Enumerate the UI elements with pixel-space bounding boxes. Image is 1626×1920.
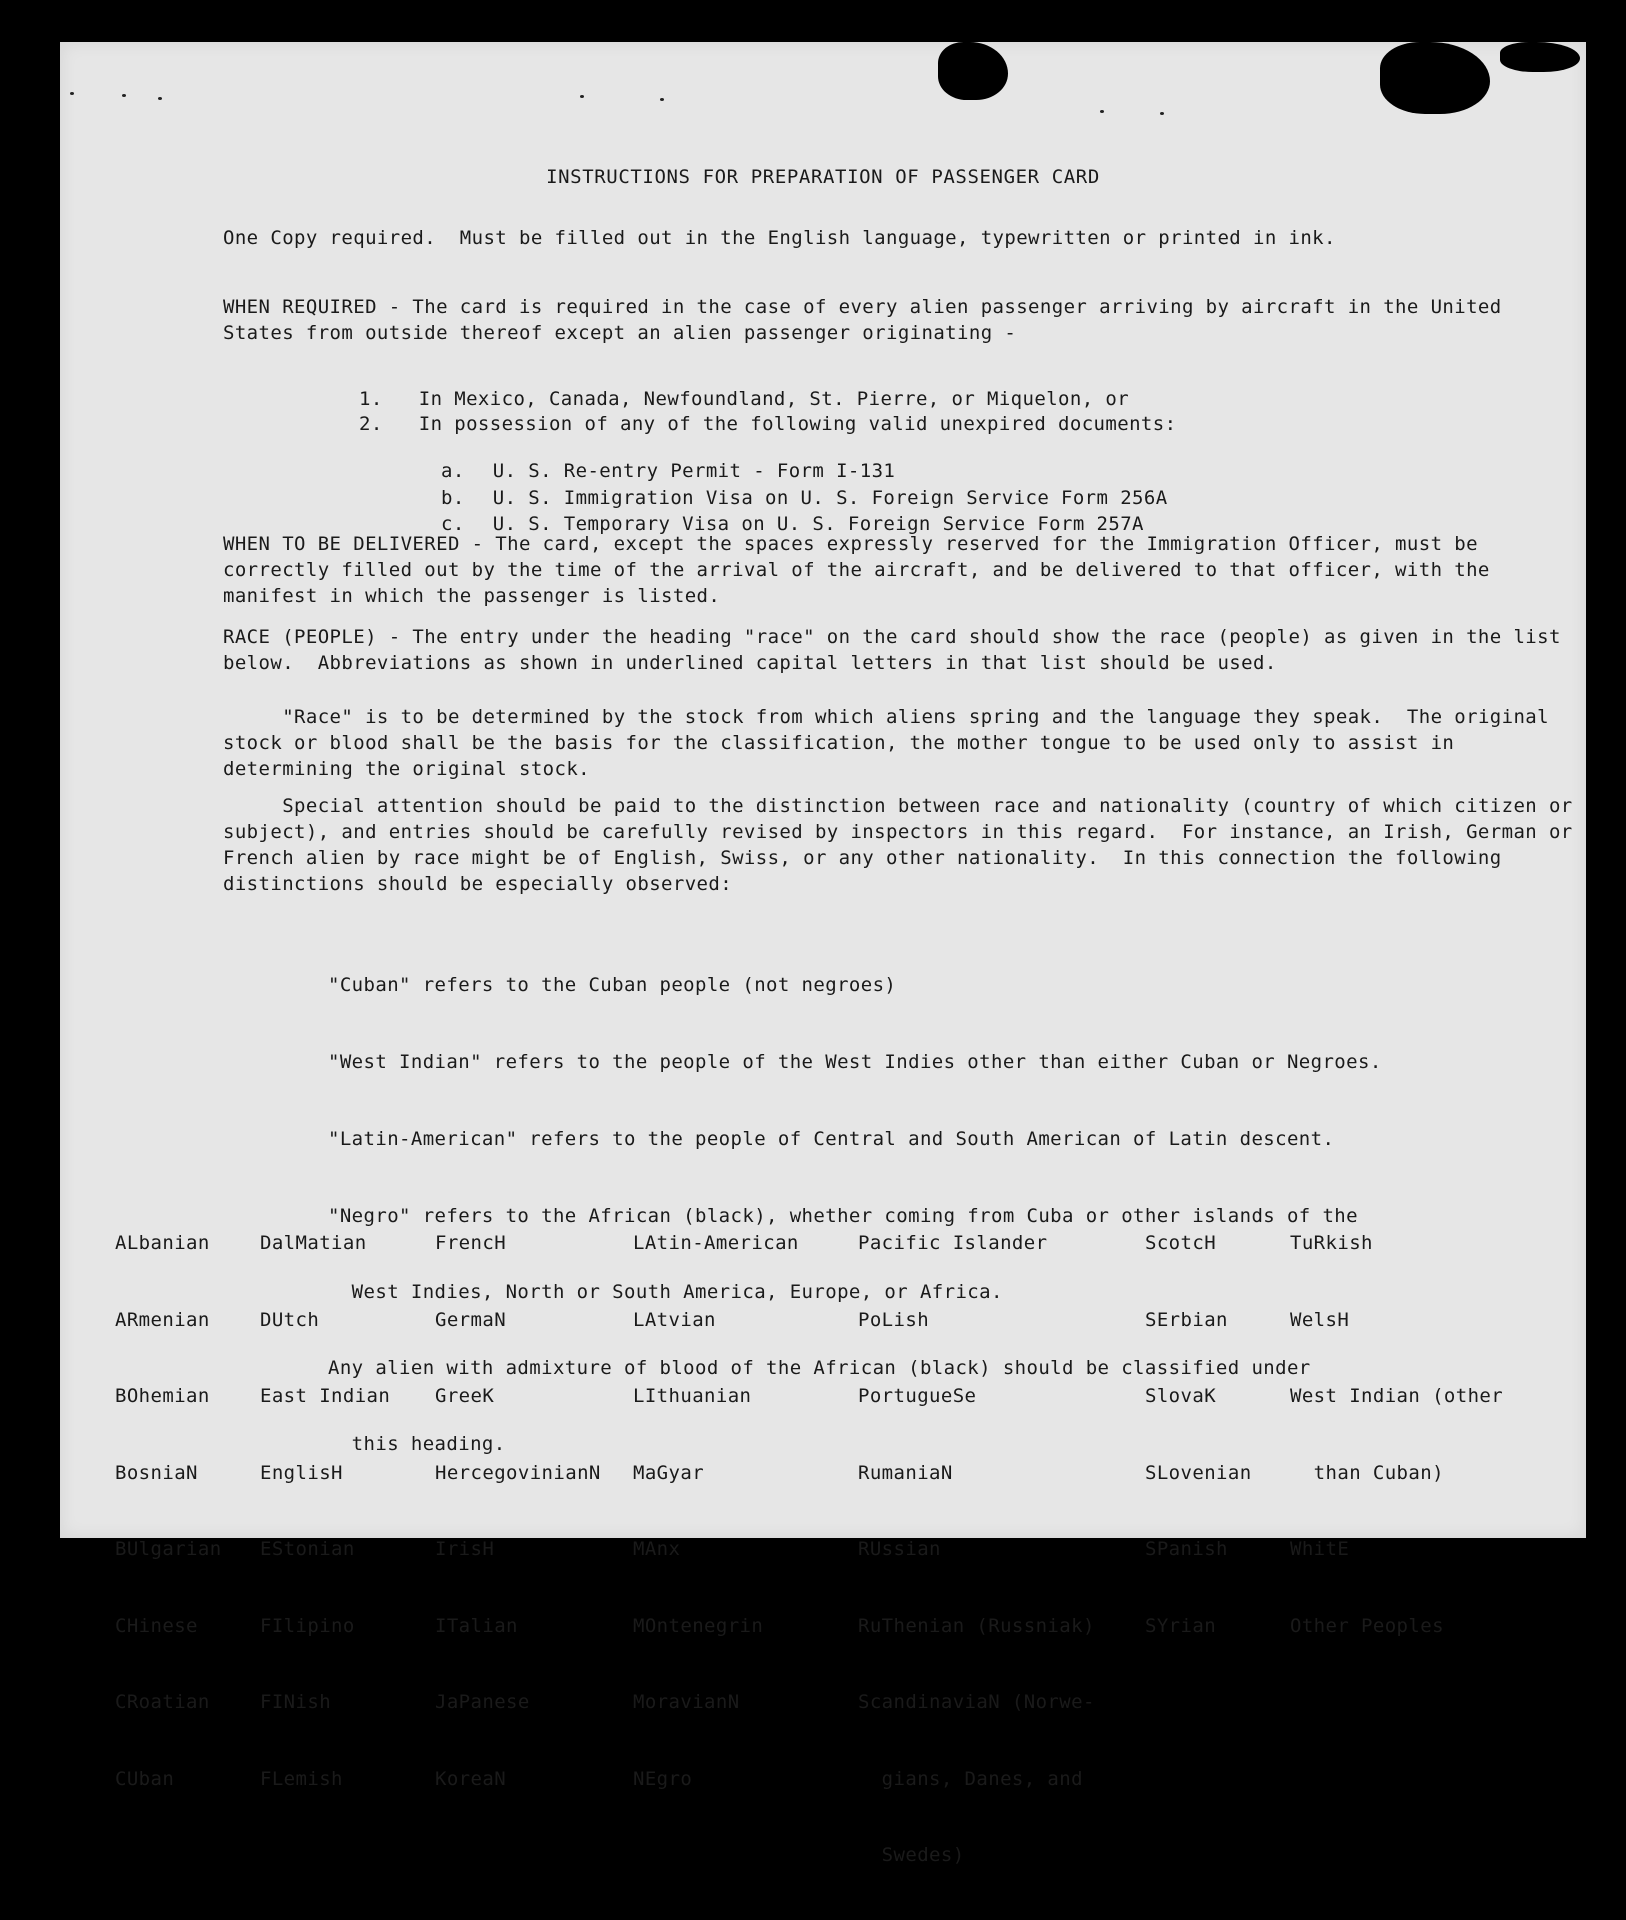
paragraph-copy-required: One Copy required. Must be filled out in the English language, typewritten or printed in ink. <box>223 227 1336 249</box>
race-entry: FrencH <box>435 1232 507 1254</box>
race-entry: ALbanian <box>115 1232 210 1254</box>
numbered-item-text: In Mexico, Canada, Newfoundland, St. Pierre, or Miquelon, or <box>418 388 1130 410</box>
race-entry: CRoatian <box>115 1691 210 1713</box>
race-entry: than Cuban) <box>1290 1461 1444 1484</box>
race-entry: gians, Danes, and <box>858 1767 1083 1790</box>
lettered-item-letter: c. <box>441 513 465 535</box>
race-entry: SYrian <box>1145 1614 1217 1637</box>
distinction-line: Any alien with admixture of blood of the African (black) should be classified under <box>328 1357 1311 1379</box>
paragraph-when-required: WHEN REQUIRED - The card is required in the case of every alien passenger arriving by aircraft in the United States from outside thereof except an alien passenger originating - <box>223 296 1514 344</box>
race-entry: IrisH <box>435 1538 495 1560</box>
race-entry: WhitE <box>1290 1538 1350 1560</box>
numbered-item-text: In possession of any of the following valid unexpired documents: <box>418 413 1177 435</box>
race-entry: MaGyar <box>633 1461 705 1484</box>
race-column-1 <box>115 1180 222 1843</box>
paragraph-race: RACE (PEOPLE) - The entry under the heading "race" on the card should show the race (people) as given in the list below. Abbreviations as shown in underlined capital letters in that list should be used. <box>223 626 1573 674</box>
race-entry: FIlipino <box>260 1614 355 1637</box>
race-entry: DalMatian <box>260 1232 367 1254</box>
race-entry: PoLish <box>858 1308 930 1331</box>
race-column-5 <box>858 1180 1095 1920</box>
race-entry: GermaN <box>435 1308 507 1331</box>
document-page <box>60 42 1586 1866</box>
distinction-line: "West Indian" refers to the people of the West Indies other than either Cuban or Negroes. <box>328 1051 1382 1073</box>
race-entry: MOntenegrin <box>633 1614 764 1637</box>
race-entry: EnglisH <box>260 1461 343 1484</box>
race-entry: LIthuanian <box>633 1385 752 1407</box>
race-entry: ScotcH <box>1145 1232 1217 1254</box>
race-entry: MAnx <box>633 1538 681 1560</box>
race-entry: BosniaN <box>115 1461 198 1484</box>
race-column-7 <box>1290 1180 1503 1690</box>
race-entry: PortugueSe <box>858 1385 977 1407</box>
race-column-2 <box>260 1180 390 1843</box>
race-entry: SlovaK <box>1145 1385 1217 1407</box>
race-entry: CUban <box>115 1767 175 1790</box>
race-entry: TuRkish <box>1290 1232 1373 1254</box>
paragraph-when-delivered: WHEN TO BE DELIVERED - The card, except the spaces expressly reserved for the Immigration Officer, must be correctly filled out by the time of the arrival of the aircraft, and be delivered to that officer, with the manifest in which the passenger is listed. <box>223 533 1502 607</box>
race-entry: ITalian <box>435 1614 518 1637</box>
race-entry: West Indian (other <box>1290 1385 1504 1407</box>
race-entry: SPanish <box>1145 1538 1228 1560</box>
race-entry: EStonian <box>260 1538 355 1560</box>
race-entry: BOhemian <box>115 1385 210 1407</box>
race-entry: East Indian <box>260 1385 391 1407</box>
race-entry: SLovenian <box>1145 1461 1252 1484</box>
race-entry: LAtin-American <box>633 1232 799 1254</box>
paragraph-race-definition: "Race" is to be determined by the stock from which aliens spring and the language they speak. The original stock or blood shall be the basis for the classification, the mother tongue to be used only to assist in determining the original stock. <box>223 706 1561 780</box>
race-entry: Pacific Islander <box>858 1232 1048 1254</box>
paragraph-special-attention: Special attention should be paid to the distinction between race and nationality (country of which citizen or subject), and entries should be carefully revised by inspectors in this regard. For instance, an Irish, German or French alien by race might be of English, Swiss, or any other nationality. In this connection the following distinctions should be especially observed: <box>223 795 1585 895</box>
distinction-line: "Negro" refers to the African (black), whether coming from Cuba or other islands of the <box>328 1205 1358 1227</box>
distinction-line: West Indies, North or South America, Europe, or Africa. <box>328 1281 1003 1303</box>
numbered-item-number: 1. <box>359 388 383 410</box>
race-entry: RUssian <box>858 1538 941 1560</box>
lettered-item-letter: a. <box>441 460 465 482</box>
race-entry: RuThenian (Russniak) <box>858 1614 1095 1637</box>
race-column-3 <box>435 1180 601 1843</box>
lettered-item-text: U. S. Temporary Visa on U. S. Foreign Service Form 257A <box>492 513 1144 535</box>
race-entry: LAtvian <box>633 1308 716 1331</box>
race-entry: KoreaN <box>435 1767 507 1790</box>
race-entry: FINish <box>260 1691 332 1713</box>
numbered-item-number: 2. <box>359 413 383 435</box>
race-column-6 <box>1145 1180 1252 1690</box>
race-entry: DUtch <box>260 1308 320 1331</box>
race-entry: WelsH <box>1290 1308 1350 1331</box>
race-entry: RumaniaN <box>858 1461 953 1484</box>
lettered-item-text: U. S. Re-entry Permit - Form I-131 <box>492 460 896 482</box>
race-entry: SErbian <box>1145 1308 1228 1331</box>
race-entry: BUlgarian <box>115 1538 222 1560</box>
lettered-item-letter: b. <box>441 487 465 509</box>
race-entry: FLemish <box>260 1767 343 1790</box>
race-entry: HercegovinianN <box>435 1461 601 1484</box>
distinction-line: "Latin-American" refers to the people of Central and South American of Latin descent. <box>328 1128 1335 1150</box>
lettered-item-text: U. S. Immigration Visa on U. S. Foreign Service Form 256A <box>492 487 1168 509</box>
distinction-line: this heading. <box>328 1433 506 1455</box>
race-entry: NEgro <box>633 1767 693 1790</box>
race-entry: ScandinaviaN (Norwe- <box>858 1691 1095 1713</box>
race-entry: MoravianN <box>633 1691 740 1713</box>
race-entry: Swedes) <box>858 1844 965 1866</box>
distinction-line: "Cuban" refers to the Cuban people (not negroes) <box>328 974 897 996</box>
race-entry: Other Peoples <box>1290 1614 1444 1637</box>
race-entry: JaPanese <box>435 1691 530 1713</box>
document-title: INSTRUCTIONS FOR PREPARATION OF PASSENGER CARD <box>546 166 1100 188</box>
document-body <box>60 42 1586 1866</box>
race-entry: GreeK <box>435 1385 495 1407</box>
race-column-4 <box>633 1180 799 1843</box>
race-entry: ARmenian <box>115 1308 210 1331</box>
race-entry: CHinese <box>115 1614 198 1637</box>
